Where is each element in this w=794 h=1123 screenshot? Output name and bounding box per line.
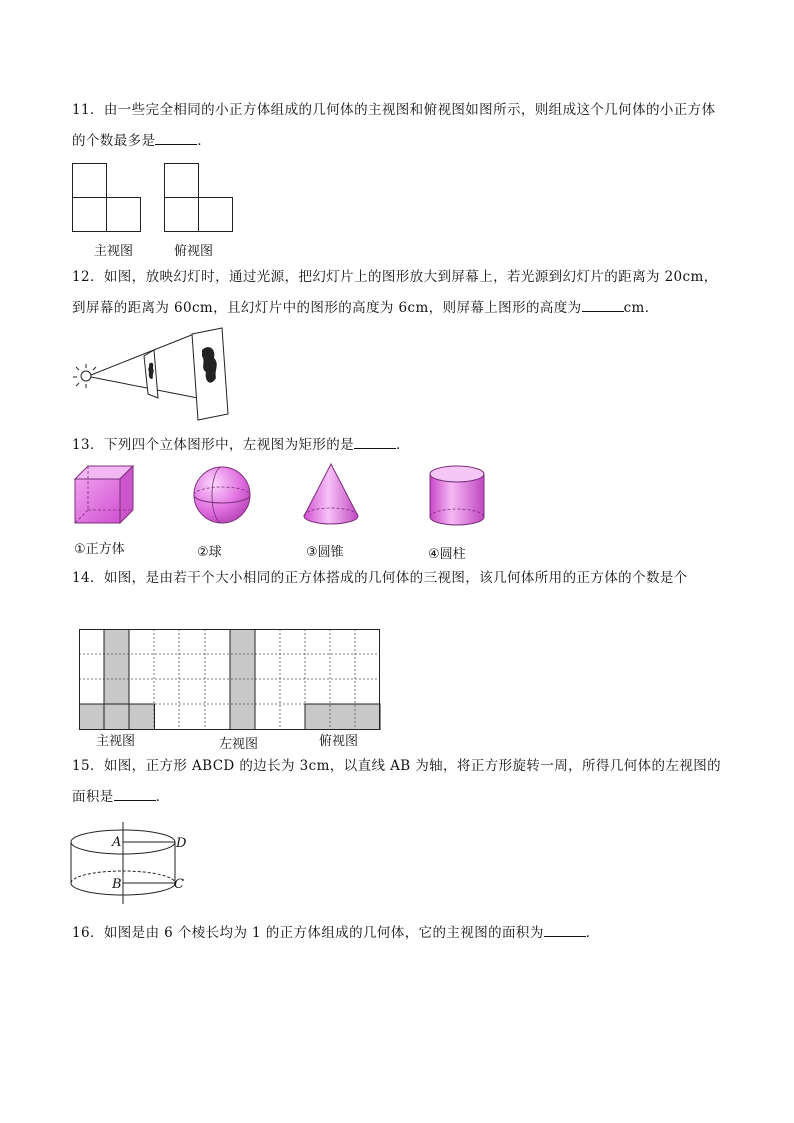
q13-caption-cylinder: ④圆柱 [428, 547, 466, 562]
answer-blank [114, 786, 156, 801]
q14-caption-left-view: 左视图 [219, 737, 259, 752]
q11-main-view-figure [72, 163, 142, 233]
q11-caption-main-view: 主视图 [94, 244, 134, 259]
label-d: D [176, 836, 187, 851]
label-a: A [112, 835, 122, 850]
q13-caption-cube: ①正方体 [74, 542, 125, 557]
question-12-end: cm． [623, 300, 659, 316]
cube-figure [74, 465, 134, 525]
cylinder-figure [428, 465, 486, 527]
question-15 [72, 751, 722, 813]
q15-cylinder-figure [70, 822, 200, 904]
question-14 [72, 563, 722, 594]
answer-blank [544, 922, 586, 937]
q11-caption-top-view: 俯视图 [174, 244, 214, 259]
q13-caption-sphere: ②球 [197, 545, 222, 560]
question-15-text: 15．如图，正方形 ABCD 的边长为 3cm，以直线 AB 为轴，将正方形旋转一周，所得几何体的左视图的面积是 [72, 758, 722, 805]
label-c: C [174, 877, 184, 892]
question-11 [72, 95, 722, 157]
q11-top-view-figure [164, 163, 234, 233]
answer-blank [155, 130, 197, 145]
light-bulb-icon [81, 371, 91, 381]
question-13-end: ． [396, 437, 410, 453]
q14-caption-top-view: 俯视图 [319, 734, 359, 749]
question-14-text: 14．如图，是由若干个大小相同的正方体搭成的几何体的三视图，该几何体所用的正方体的个数是个 [72, 570, 688, 586]
cone-figure [302, 462, 360, 526]
question-12-text: 12．如图，放映幻灯时，通过光源，把幻灯片上的图形放大到屏幕上，若光源到幻灯片的距离为 20cm，到屏幕的距离为 60cm，且幻灯片中的图形的高度为 6cm，则屏幕上图形的高度为 [72, 269, 718, 316]
q14-three-views-grid [79, 629, 381, 731]
sphere-figure [190, 465, 254, 525]
question-16 [72, 918, 722, 949]
question-11-end: ． [197, 133, 212, 149]
question-16-text: 16．如图是由 6 个棱长均为 1 的正方体组成的几何体，它的主视图的面积为 [72, 925, 544, 941]
q12-projector-figure [70, 328, 240, 423]
q14-caption-main-view: 主视图 [96, 734, 136, 749]
question-13-text: 13．下列四个立体图形中，左视图为矩形的是 [72, 437, 355, 453]
label-b: B [112, 877, 122, 892]
question-12 [72, 262, 722, 324]
answer-blank [354, 434, 396, 449]
answer-blank [582, 297, 624, 312]
q13-caption-cone: ③圆锥 [306, 545, 344, 560]
question-16-end: ． [585, 925, 600, 941]
question-15-end: ． [155, 789, 170, 805]
question-11-text: 11．由一些完全相同的小正方体组成的几何体的主视图和俯视图如图所示，则组成这个几何体的小正方体的个数最多是 [72, 102, 716, 149]
question-13 [72, 430, 722, 461]
